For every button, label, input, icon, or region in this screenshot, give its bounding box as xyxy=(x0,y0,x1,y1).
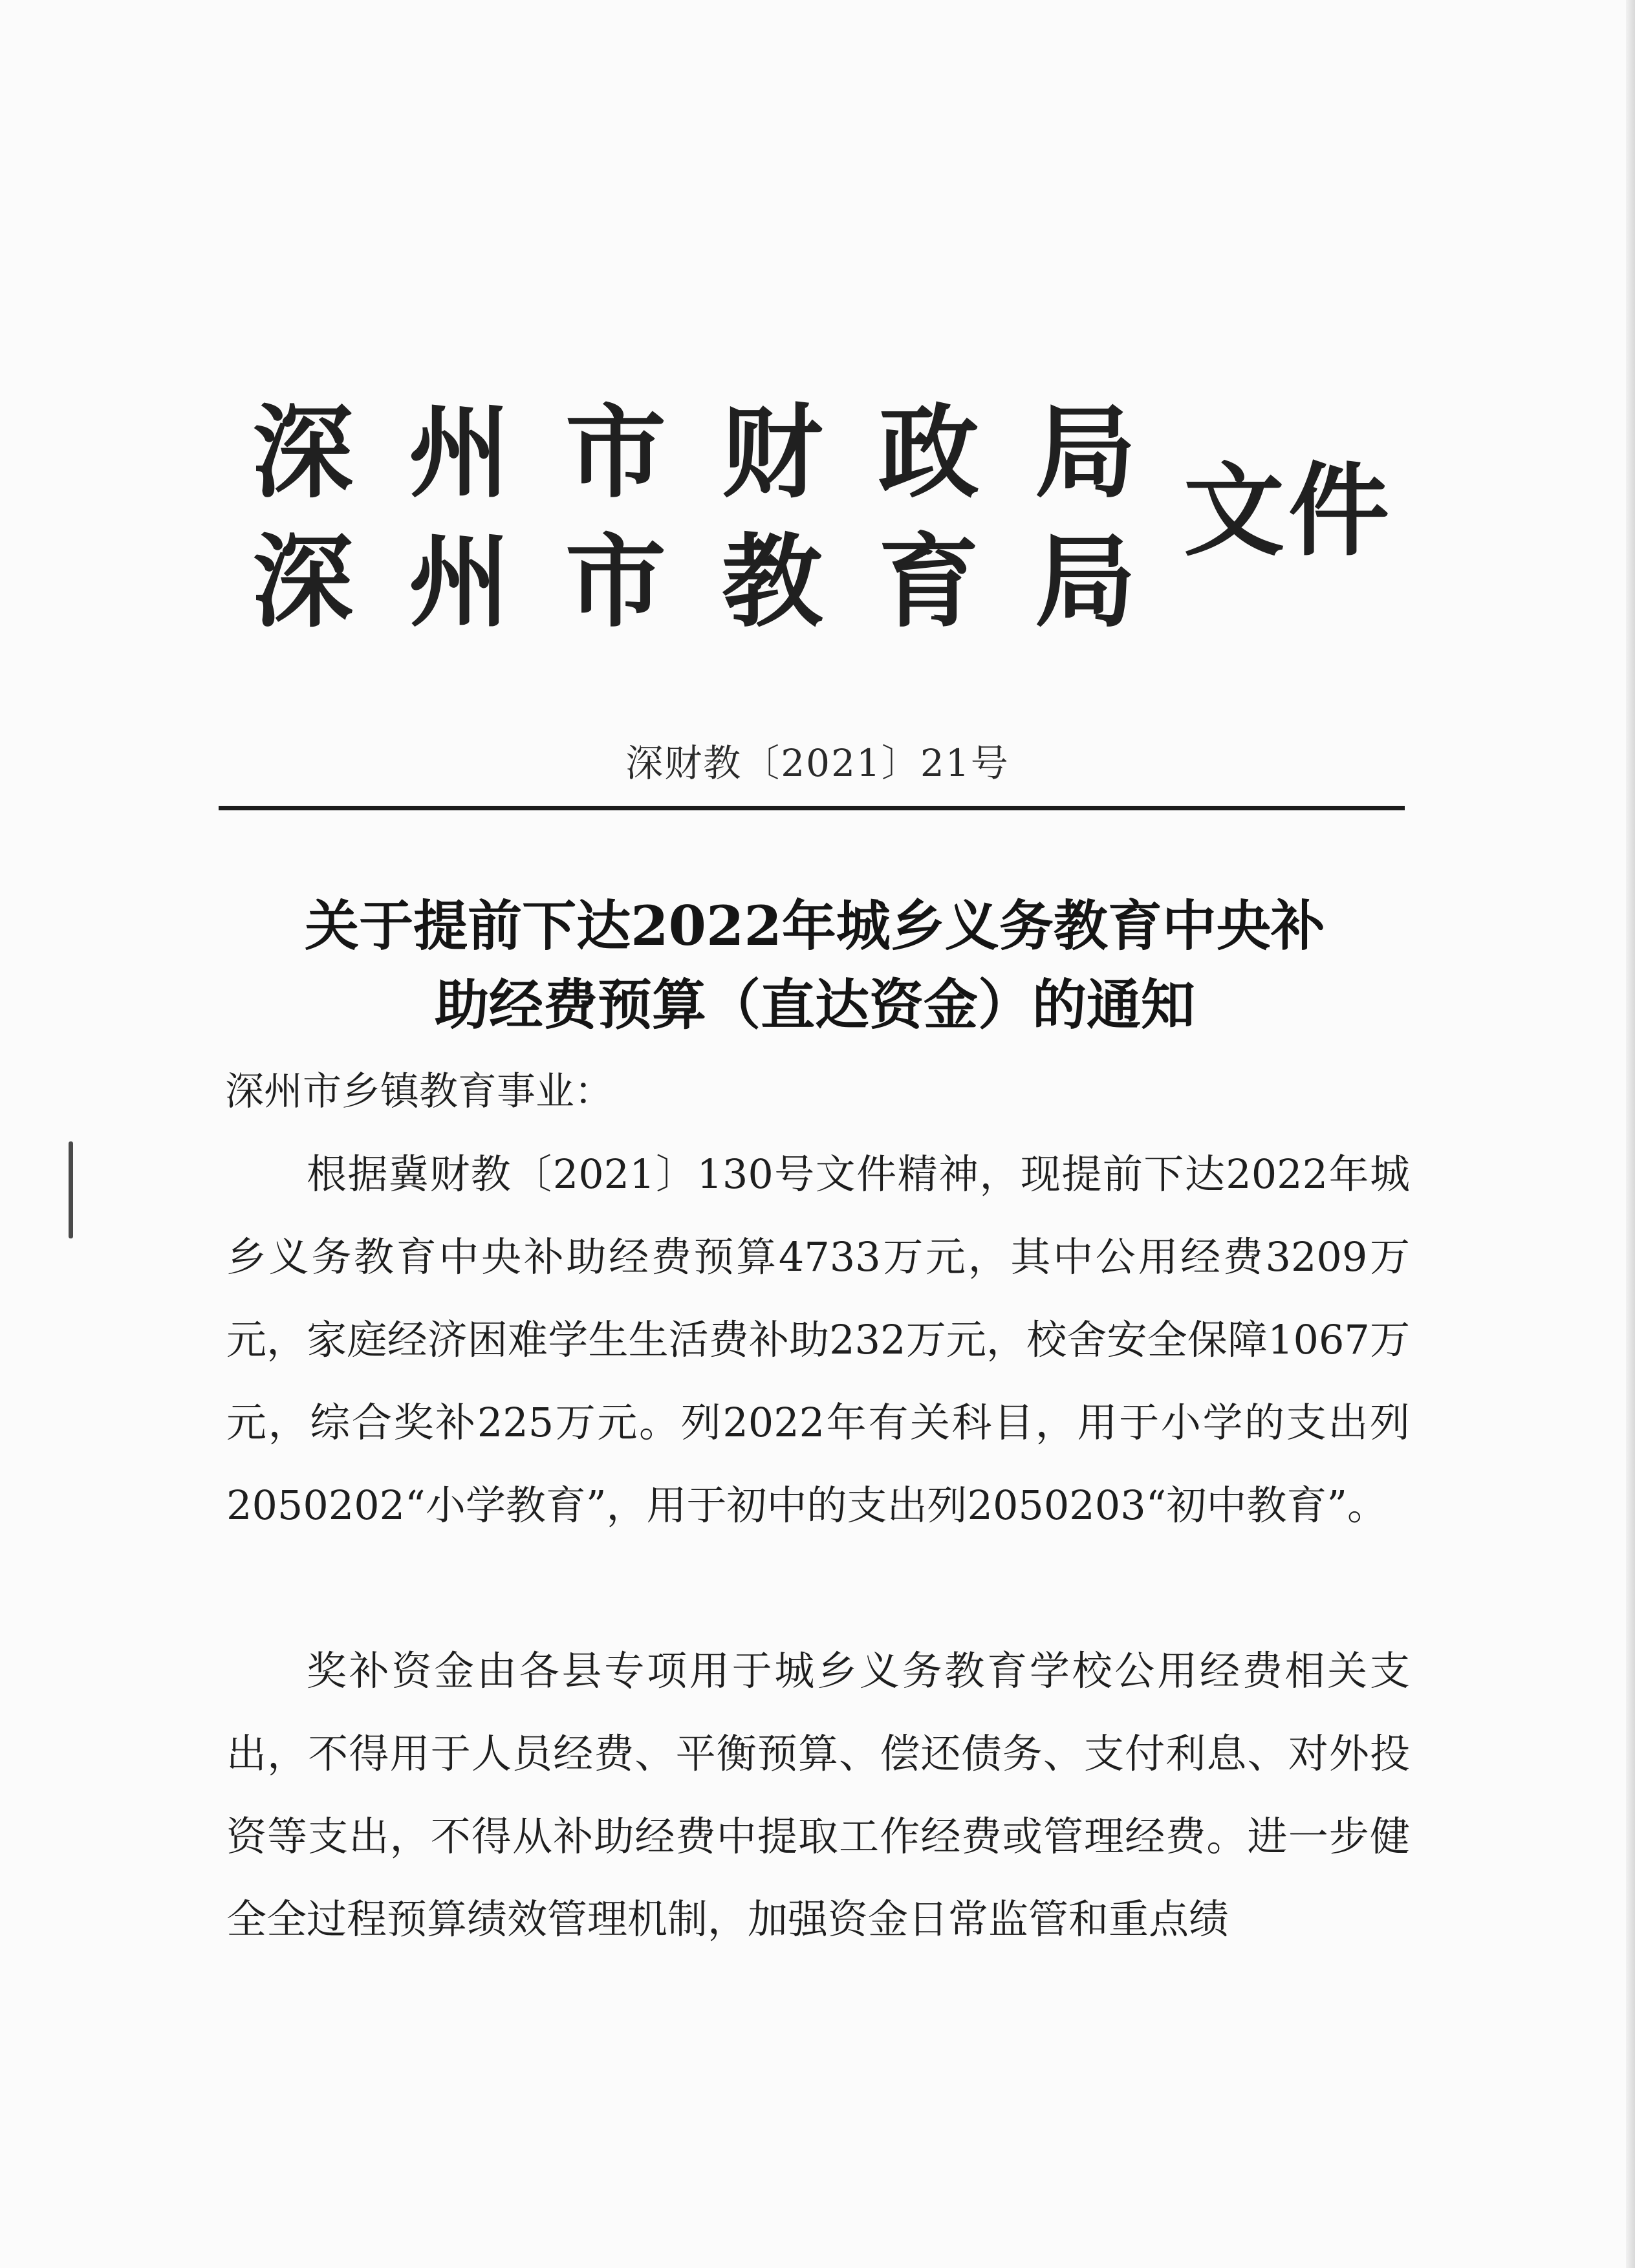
document-header xyxy=(252,382,1416,653)
document-type-label: 文件 xyxy=(1184,451,1393,570)
title-line-2: 助经费预算（直达资金）的通知 xyxy=(434,973,1195,1037)
staple-mark xyxy=(69,1141,73,1238)
salutation: 深州市乡镇教育事业： xyxy=(225,1069,613,1114)
header-divider xyxy=(219,806,1405,810)
document-number: 深财教〔2021〕21号 xyxy=(625,741,1010,785)
issuer-education-bureau: 深州市教育局 xyxy=(252,523,1191,641)
body-paragraph-1: 根据冀财教〔2021〕130号文件精神，现提前下达2022年城乡义务教育中央补助经费预算4733万元，其中公用经费3209万元，家庭经济困难学生生活费补助232万元，校舍安全保障1067万元，综合奖补225万元。列2022年有关科目，用于小学的支出列2050202“小学教育”，用于初中的支出列2050203“初中教育”。 xyxy=(226,1150,1410,1529)
scan-edge xyxy=(1626,0,1635,2268)
issuer-finance-bureau: 深州市财政局 xyxy=(252,393,1191,512)
body-paragraph-2: 奖补资金由各县专项用于城乡义务教育学校公用经费相关支出，不得用于人员经费、平衡预算、偿还债务、支付利息、对外投资等支出，不得从补助经费中提取工作经费或管理经费。进一步健全全过程预算绩效管理机制，加强资金日常监管和重点绩 xyxy=(226,1647,1410,1943)
title-line-1: 关于提前下达2022年城乡义务教育中央补 xyxy=(305,894,1325,958)
